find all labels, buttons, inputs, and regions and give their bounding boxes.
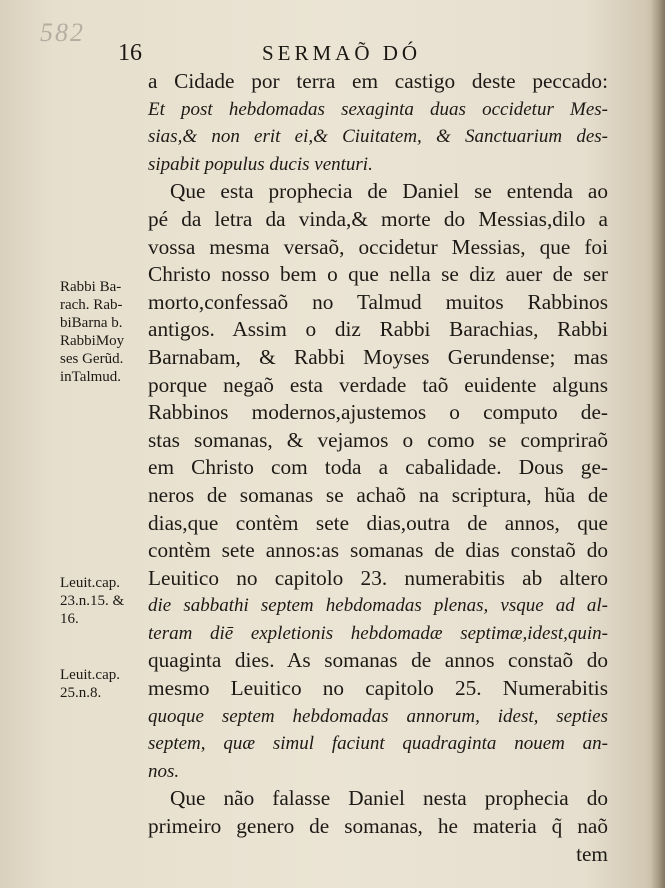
text-line: sipabit populus ducis venturi. xyxy=(148,153,373,175)
margin-note-leuit-25 xyxy=(60,666,120,702)
text-line: mesmo Leuitico no capitolo 25. Numerabitis xyxy=(148,676,608,701)
text-line: quoque septem hebdomadas annorum, idest, septies xyxy=(148,705,608,727)
margin-note-rabbis xyxy=(60,278,124,386)
text-line: morto,confessaõ no Talmud muitos Rabbinos xyxy=(148,289,608,314)
text-line: neros de somanas se achaõ na scriptura, hũa de xyxy=(148,482,608,507)
text-line: dias,que contèm sete dias,outra de annos, que xyxy=(148,510,608,535)
text-line: porque negaõ esta verdade taõ euidente alguns xyxy=(148,372,608,397)
text-line: vossa mesma versaõ, occidetur Messias, que foi xyxy=(148,234,608,259)
text-line: die sabbathi septem hebdomadas plenas, vsque ad al- xyxy=(148,595,608,617)
margin-note-leuit-23 xyxy=(60,574,124,628)
text-line: a Cidade por terra em castigo deste peccado: xyxy=(148,69,608,93)
margin-note-line: ses Gerũd. xyxy=(60,351,124,367)
text-line: Et post hebdomadas sexaginta duas occidetur Mes- xyxy=(148,98,608,120)
margin-note-line: biBarna b. xyxy=(60,315,123,331)
text-line: Que não falasse Daniel nesta prophecia do xyxy=(170,786,608,811)
text-line: Leuitico no capitolo 23. numerabitis ab altero xyxy=(148,565,608,590)
library-stamp: 582 xyxy=(40,18,85,47)
text-line: Que esta prophecia de Daniel se entenda ao xyxy=(170,179,608,204)
text-line: Barnabam, & Rabbi Moyses Gerundense; mas xyxy=(148,344,608,369)
margin-note-line: Rabbi Ba- xyxy=(60,279,122,295)
margin-note-line: RabbiMoy xyxy=(60,333,125,349)
margin-note-line: rach. Rab- xyxy=(60,297,123,313)
text-line: Christo nosso bem o que nella se diz auer de ser xyxy=(148,262,608,287)
text-line: sias,& non erit ei,& Ciuitatem, & Sanctuarium des- xyxy=(148,126,608,148)
page-number: 16 xyxy=(118,40,142,66)
text-line: primeiro genero de somanas, he materia q̃ naõ xyxy=(148,814,608,839)
text-line: stas somanas, & vejamos o como se compriraõ xyxy=(148,427,608,452)
main-text-block xyxy=(148,68,608,868)
text-line: Rabbinos modernos,ajustemos o computo de- xyxy=(148,400,608,425)
margin-note-line: 16. xyxy=(60,611,79,627)
running-head: SERMAÕ DÓ xyxy=(262,41,422,65)
margin-note-line: inTalmud. xyxy=(60,369,122,385)
text-line: quaginta dies. As somanas de annos constaõ do xyxy=(148,648,608,673)
text-line: tem xyxy=(576,841,608,866)
margin-note-line: Leuit.cap. xyxy=(60,667,120,683)
text-line: pé da letra da vinda,& morte do Messias,dilo a xyxy=(148,206,608,231)
text-line: nos. xyxy=(148,760,180,782)
margin-note-line: 23.n.15. & xyxy=(60,593,125,609)
text-line: septem, quæ simul faciunt quadraginta nouem an- xyxy=(148,733,608,755)
margin-note-line: Leuit.cap. xyxy=(60,575,120,591)
text-line: em Christo com toda a cabalidade. Dous ge- xyxy=(148,455,608,480)
text-line: antigos. Assim o diz Rabbi Barachias, Rabbi xyxy=(148,317,608,342)
text-line: teram diē expletionis hebdomadæ septimæ,idest,quin- xyxy=(148,622,608,644)
page-edge-shadow xyxy=(651,0,665,888)
text-line: contèm sete annos:as somanas de dias constaõ do xyxy=(148,538,608,563)
margin-note-line: 25.n.8. xyxy=(60,685,102,701)
